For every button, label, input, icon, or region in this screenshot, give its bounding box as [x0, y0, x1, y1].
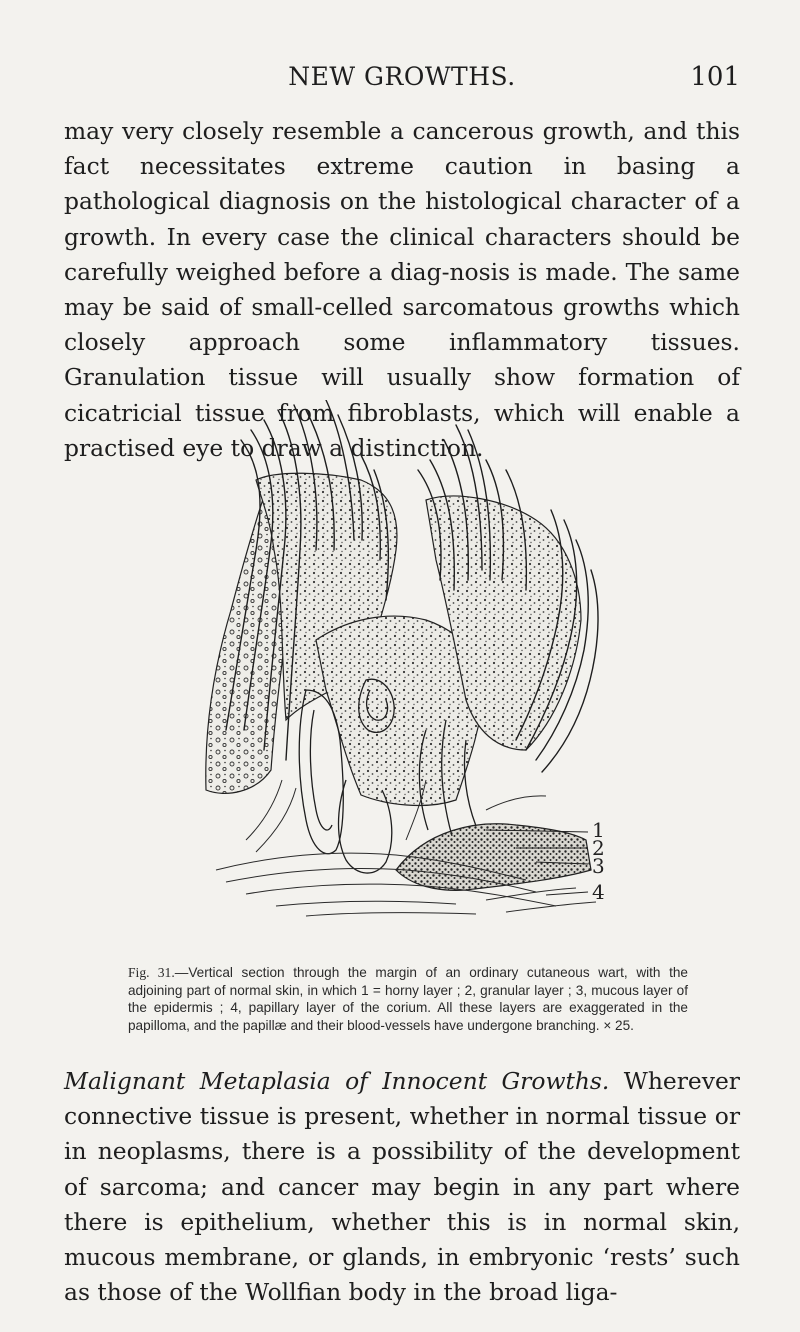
- wart-section-illustration: [186, 400, 626, 950]
- section-heading: Malignant Metaplasia of Innocent Growths.: [64, 1067, 610, 1095]
- figure-label-2: 2: [592, 836, 605, 860]
- figure-caption: [128, 964, 688, 1034]
- running-head: NEW GROWTHS.: [288, 62, 516, 91]
- figure-caption-text: —Vertical section through the margin of an ordinary cutaneous wart, with the adjoining part of normal skin, in which 1 = horny layer ; 2, granular layer ; 3, mucous layer of the epidermis ; 4, papillary layer of the corium. All these layers are exaggerated in the papilloma, and the papillæ and their blood-vessels have undergone branching. × 25.: [128, 965, 688, 1033]
- body-paragraph-2: [64, 1064, 740, 1310]
- figure-wart-section: [186, 400, 626, 950]
- page-number: 101: [690, 62, 740, 92]
- figure-label-3: 3: [592, 854, 605, 878]
- page-header: [64, 58, 740, 98]
- figure-caption-number: Fig. 31.: [128, 965, 175, 980]
- figure-label-1: 1: [592, 818, 605, 842]
- figure-label-4: 4: [592, 880, 605, 904]
- paragraph-2-text: Wherever connective tissue is present, whether in normal tissue or in neoplasms, there is a possibility of the development of sarcoma; and cancer may begin in any part where there is epithelium, whether this is in normal skin, mucous membrane, or glands, in embryonic ‘rests’ such as those of the Wollfian body in the broad liga-: [64, 1067, 740, 1307]
- body-paragraph-1: may very closely resemble a cancerous growth, and this fact necessitates extreme caution in basing a pathological diagnosis on the histological character of a growth. In every case the clinical characters should be carefully weighed before a diag-nosis is made. The same may be said of small-celled sarcomatous growths which closely approach some inflammatory tissues. Granulation tissue will usually show formation of cicatricial tissue from fibroblasts, which will enable a practised eye to draw a distinction.: [64, 117, 740, 462]
